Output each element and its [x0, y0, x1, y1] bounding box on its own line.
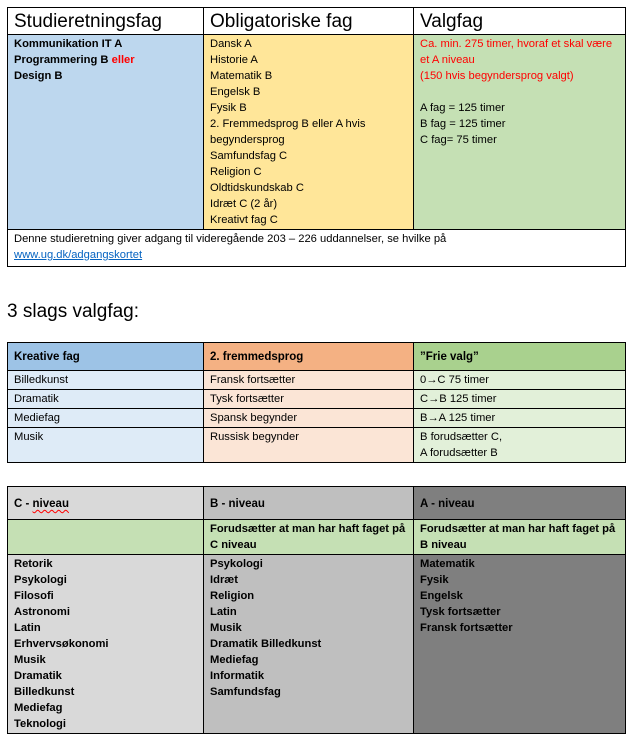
list-item: Mediefag: [210, 654, 259, 666]
header-c-niveau: C - niveau: [8, 487, 204, 520]
frie-line: B forudsætter C,: [420, 431, 503, 443]
header-obligatoriske-fag: Obligatoriske fag: [204, 8, 414, 35]
list-item: Retorik: [14, 558, 53, 570]
header-kreative-fag: Kreative fag: [8, 343, 204, 371]
valgfag-begyndersprog: (150 hvis begyndersprog valgt): [420, 70, 574, 82]
kreative-cell: Mediefag: [8, 409, 204, 428]
oblig-item: Matematik B: [210, 70, 273, 82]
list-item: Idræt: [210, 574, 238, 586]
oblig-item: 2. Fremmedsprog B eller A hvis begyndersprog: [210, 118, 366, 146]
table-row: [8, 409, 626, 428]
list-item: Dramatik: [14, 670, 62, 682]
list-item: Musik: [14, 654, 46, 666]
list-item: Erhvervsøkonomi: [14, 638, 109, 650]
kreative-cell: Dramatik: [8, 390, 204, 409]
studiefag-item: Programmering B eller: [14, 54, 135, 66]
adgangskort-link[interactable]: www.ug.dk/adgangskortet: [14, 249, 143, 261]
oblig-item: Samfundsfag C: [210, 150, 288, 162]
list-item: Fransk fortsætter: [420, 622, 513, 634]
sprog-cell: Spansk begynder: [204, 409, 414, 428]
table-row: [8, 428, 626, 463]
prereq-c-cell: [8, 520, 204, 555]
studieretning-table: [7, 7, 626, 267]
sprog-cell: Tysk fortsætter: [204, 390, 414, 409]
list-item: Astronomi: [14, 606, 70, 618]
header-studieretningsfag: Studieretningsfag: [8, 8, 204, 35]
studieretningsfag-cell: [8, 35, 204, 230]
niveau-table: [7, 486, 626, 734]
oblig-item: Idræt C (2 år): [210, 198, 278, 210]
valgfag-level: C fag= 75 timer: [420, 134, 497, 146]
or-word: eller: [111, 54, 135, 66]
studiefag-item: Design B: [14, 70, 63, 82]
kreative-cell: Musik: [8, 428, 204, 463]
list-item: Matematik: [420, 558, 475, 570]
sprog-cell: Fransk fortsætter: [204, 371, 414, 390]
frie-cell: C→B 125 timer: [414, 390, 626, 409]
spacer: [420, 84, 619, 100]
oblig-item: Oldtidskundskab C: [210, 182, 304, 194]
valgfag-level: A fag = 125 timer: [420, 102, 505, 114]
table-row: [8, 390, 626, 409]
header-fremmedsprog: 2. fremmedsprog: [204, 343, 414, 371]
valgfag-cell: [414, 35, 626, 230]
header-valgfag: Valgfag: [414, 8, 626, 35]
header-frie-valg: ”Frie valg”: [414, 343, 626, 371]
list-item: Samfundsfag: [210, 686, 281, 698]
sprog-cell: Russisk begynder: [204, 428, 414, 463]
frie-cell: B→A 125 timer: [414, 409, 626, 428]
list-item: Mediefag: [14, 702, 63, 714]
b-niveau-list: [204, 555, 414, 734]
list-item: Latin: [14, 622, 41, 634]
oblig-item: Kreativt fag C: [210, 214, 278, 226]
list-item: Dramatik Billedkunst: [210, 638, 322, 650]
list-item: Psykologi: [14, 574, 67, 586]
list-item: Religion: [210, 590, 255, 602]
oblig-item: Historie A: [210, 54, 258, 66]
list-item: Engelsk: [420, 590, 463, 602]
frie-cell: 0→C 75 timer: [414, 371, 626, 390]
footer-text: Denne studieretning giver adgang til videregående 203 – 226 uddannelser, se hvilke på: [14, 233, 447, 245]
list-item: Fysik: [420, 574, 449, 586]
oblig-item: Dansk A: [210, 38, 252, 50]
section-title: 3 slags valgfag:: [7, 301, 140, 322]
prereq-b-cell: Forudsætter at man har haft faget på C niveau: [204, 520, 414, 555]
list-item: Musik: [210, 622, 242, 634]
list-item: Tysk fortsætter: [420, 606, 501, 618]
studiefag-item: Kommunikation IT A: [14, 38, 123, 50]
list-item: Teknologi: [14, 718, 66, 730]
spellcheck-word: niveau: [32, 498, 69, 510]
footer-cell: [8, 230, 626, 267]
oblig-item: Engelsk B: [210, 86, 261, 98]
kreative-cell: Billedkunst: [8, 371, 204, 390]
list-item: Filosofi: [14, 590, 54, 602]
oblig-item: Fysik B: [210, 102, 247, 114]
frie-line: A forudsætter B: [420, 447, 498, 459]
valgfag-requirement: Ca. min. 275 timer, hvoraf et skal være et A niveau: [420, 38, 613, 66]
list-item: Psykologi: [210, 558, 263, 570]
c-niveau-list: [8, 555, 204, 734]
list-item: Billedkunst: [14, 686, 75, 698]
oblig-item: Religion C: [210, 166, 262, 178]
table-row: [8, 371, 626, 390]
header-b-niveau: B - niveau: [204, 487, 414, 520]
valgfag-types-table: [7, 342, 626, 463]
prereq-a-cell: Forudsætter at man har haft faget på B niveau: [414, 520, 626, 555]
valgfag-level: B fag = 125 timer: [420, 118, 506, 130]
list-item: Informatik: [210, 670, 265, 682]
frie-cell: [414, 428, 626, 463]
header-a-niveau: A - niveau: [414, 487, 626, 520]
list-item: Latin: [210, 606, 237, 618]
a-niveau-list: [414, 555, 626, 734]
obligatoriske-fag-cell: [204, 35, 414, 230]
